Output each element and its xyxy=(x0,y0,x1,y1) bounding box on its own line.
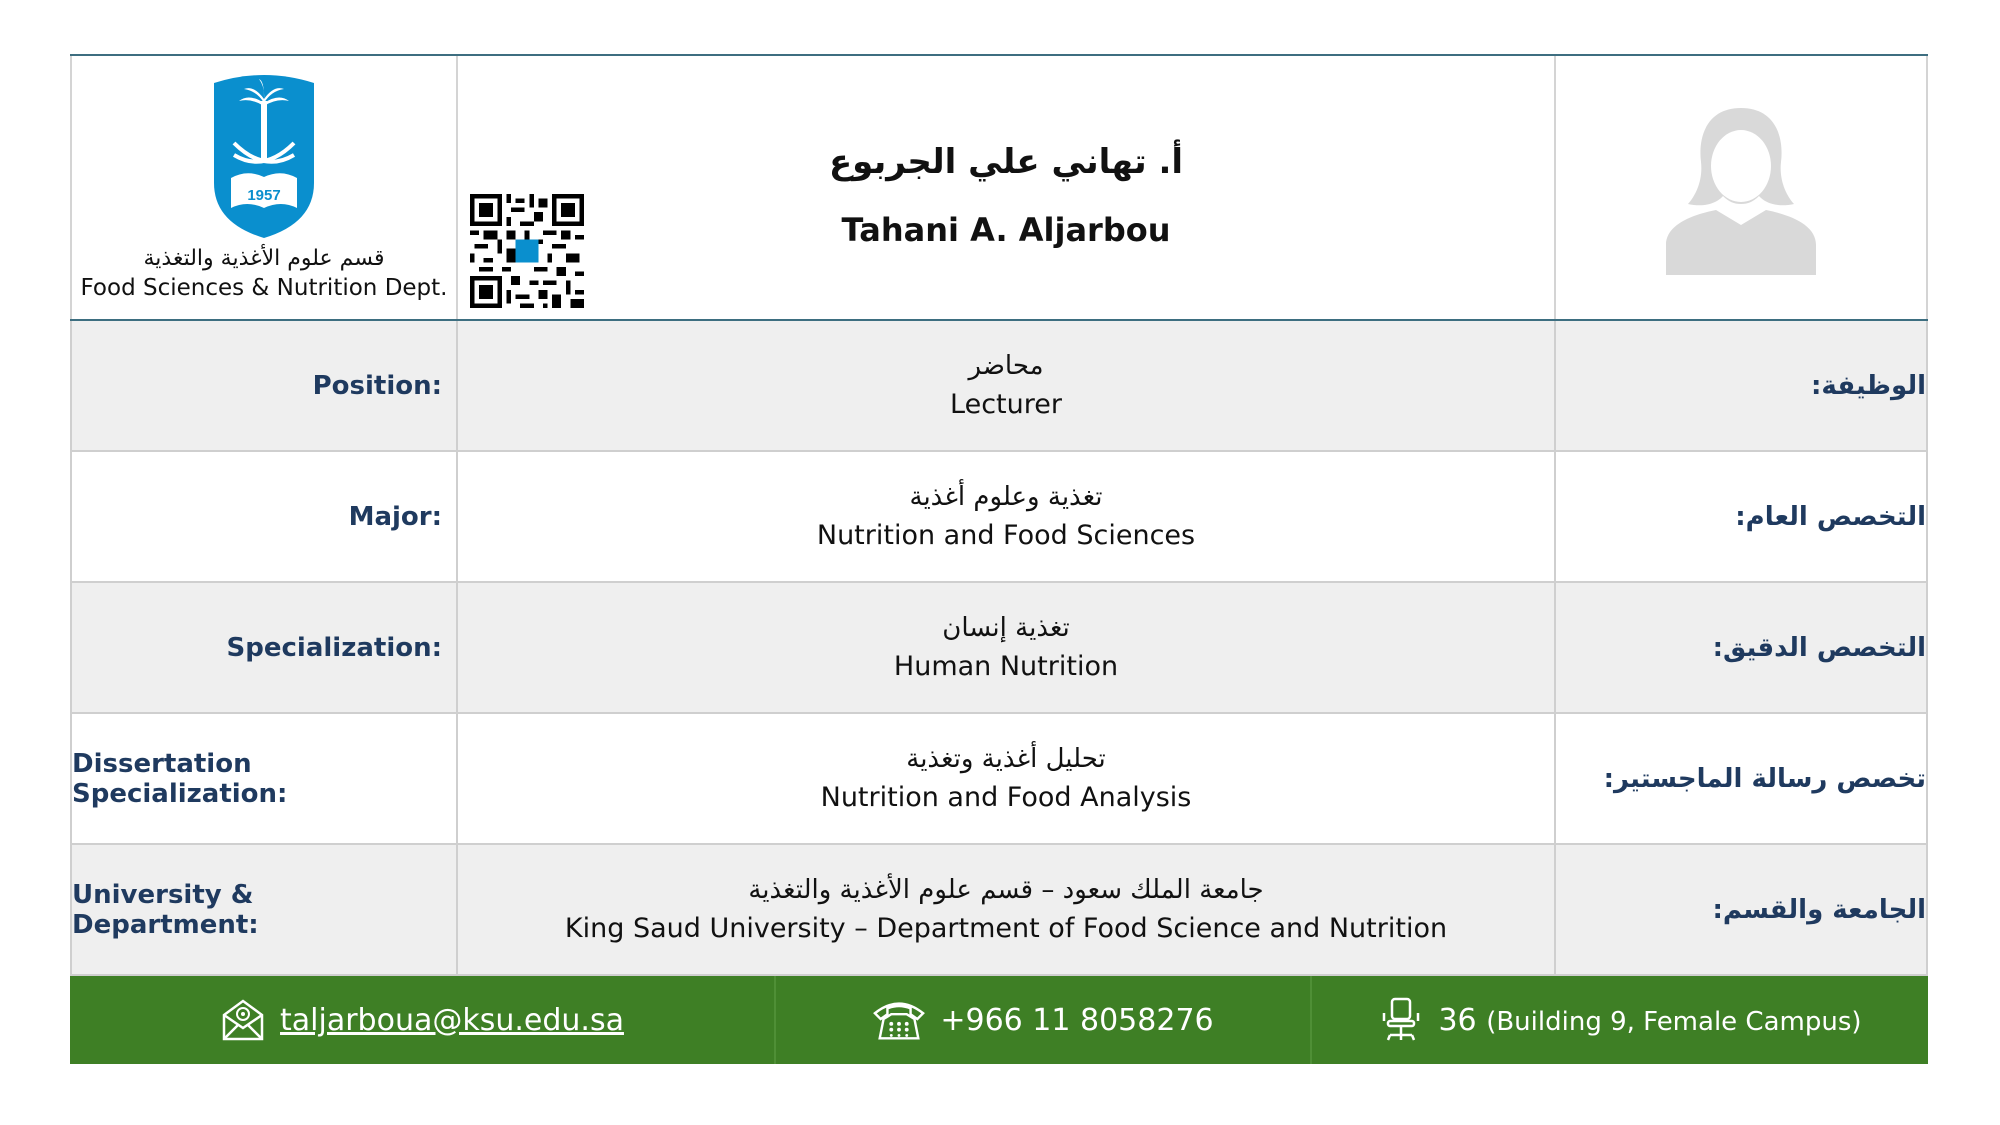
row-label-ar: التخصص العام: xyxy=(1554,452,1928,581)
office-chair-icon xyxy=(1378,997,1424,1043)
row-label-en: University & Department: xyxy=(70,845,456,974)
office-info xyxy=(1438,1003,1861,1038)
info-row xyxy=(70,583,1928,714)
row-value-ar: تغذية إنسان xyxy=(942,613,1070,643)
row-label-en: Position: xyxy=(70,321,456,450)
phone-icon xyxy=(872,997,926,1043)
row-value xyxy=(456,845,1554,974)
header-row xyxy=(70,54,1928,321)
email-link[interactable]: taljarboua@ksu.edu.sa xyxy=(280,1002,624,1038)
row-value-en: Human Nutrition xyxy=(893,651,1119,682)
row-value xyxy=(456,583,1554,712)
contact-footer xyxy=(70,976,1928,1064)
ksu-logo xyxy=(209,73,319,238)
logo-cell xyxy=(70,56,456,319)
office-number: 36 xyxy=(1438,1002,1477,1038)
svg-text:1957: 1957 xyxy=(247,187,281,204)
row-value-en: Lecturer xyxy=(950,389,1062,420)
phone-number[interactable]: +966 11 8058276 xyxy=(940,1002,1214,1038)
avatar-cell xyxy=(1554,56,1928,319)
avatar-placeholder-icon xyxy=(1666,100,1816,275)
row-value xyxy=(456,714,1554,843)
person-name-en: Tahani A. Aljarbou xyxy=(841,211,1171,249)
row-label-en: Dissertation Specialization: xyxy=(70,714,456,843)
row-label-ar: التخصص الدقيق: xyxy=(1554,583,1928,712)
info-row xyxy=(70,321,1928,452)
footer-office-cell xyxy=(1312,976,1928,1064)
row-value xyxy=(456,321,1554,450)
row-value-ar: تغذية وعلوم أغذية xyxy=(909,482,1103,512)
info-row xyxy=(70,714,1928,845)
person-name-ar: أ. تهاني علي الجربوع xyxy=(828,142,1184,182)
row-value-ar: جامعة الملك سعود – قسم علوم الأغذية والتغذية xyxy=(748,875,1264,905)
row-value-en: King Saud University – Department of Food Science and Nutrition xyxy=(564,913,1448,944)
email-icon xyxy=(220,997,266,1043)
row-label-ar: الجامعة والقسم: xyxy=(1554,845,1928,974)
row-value-ar: تحليل أغذية وتغذية xyxy=(906,744,1106,774)
row-value-en: Nutrition and Food Sciences xyxy=(816,520,1196,551)
department-name-ar: قسم علوم الأغذية والتغذية xyxy=(143,246,385,271)
footer-email-cell xyxy=(70,976,776,1064)
row-label-ar: الوظيفة: xyxy=(1554,321,1928,450)
row-value-en: Nutrition and Food Analysis xyxy=(820,782,1192,813)
info-rows xyxy=(70,321,1928,976)
row-label-en: Specialization: xyxy=(70,583,456,712)
row-label-ar: تخصص رسالة الماجستير: xyxy=(1554,714,1928,843)
row-label-en: Major: xyxy=(70,452,456,581)
row-value-ar: محاضر xyxy=(968,351,1044,381)
profile-card xyxy=(70,54,1928,1064)
office-location: (Building 9, Female Campus) xyxy=(1486,1006,1862,1037)
info-row xyxy=(70,845,1928,976)
footer-phone-cell xyxy=(776,976,1312,1064)
info-row xyxy=(70,452,1928,583)
row-value xyxy=(456,452,1554,581)
name-cell xyxy=(456,56,1554,319)
department-name-en: Food Sciences & Nutrition Dept. xyxy=(80,275,448,301)
